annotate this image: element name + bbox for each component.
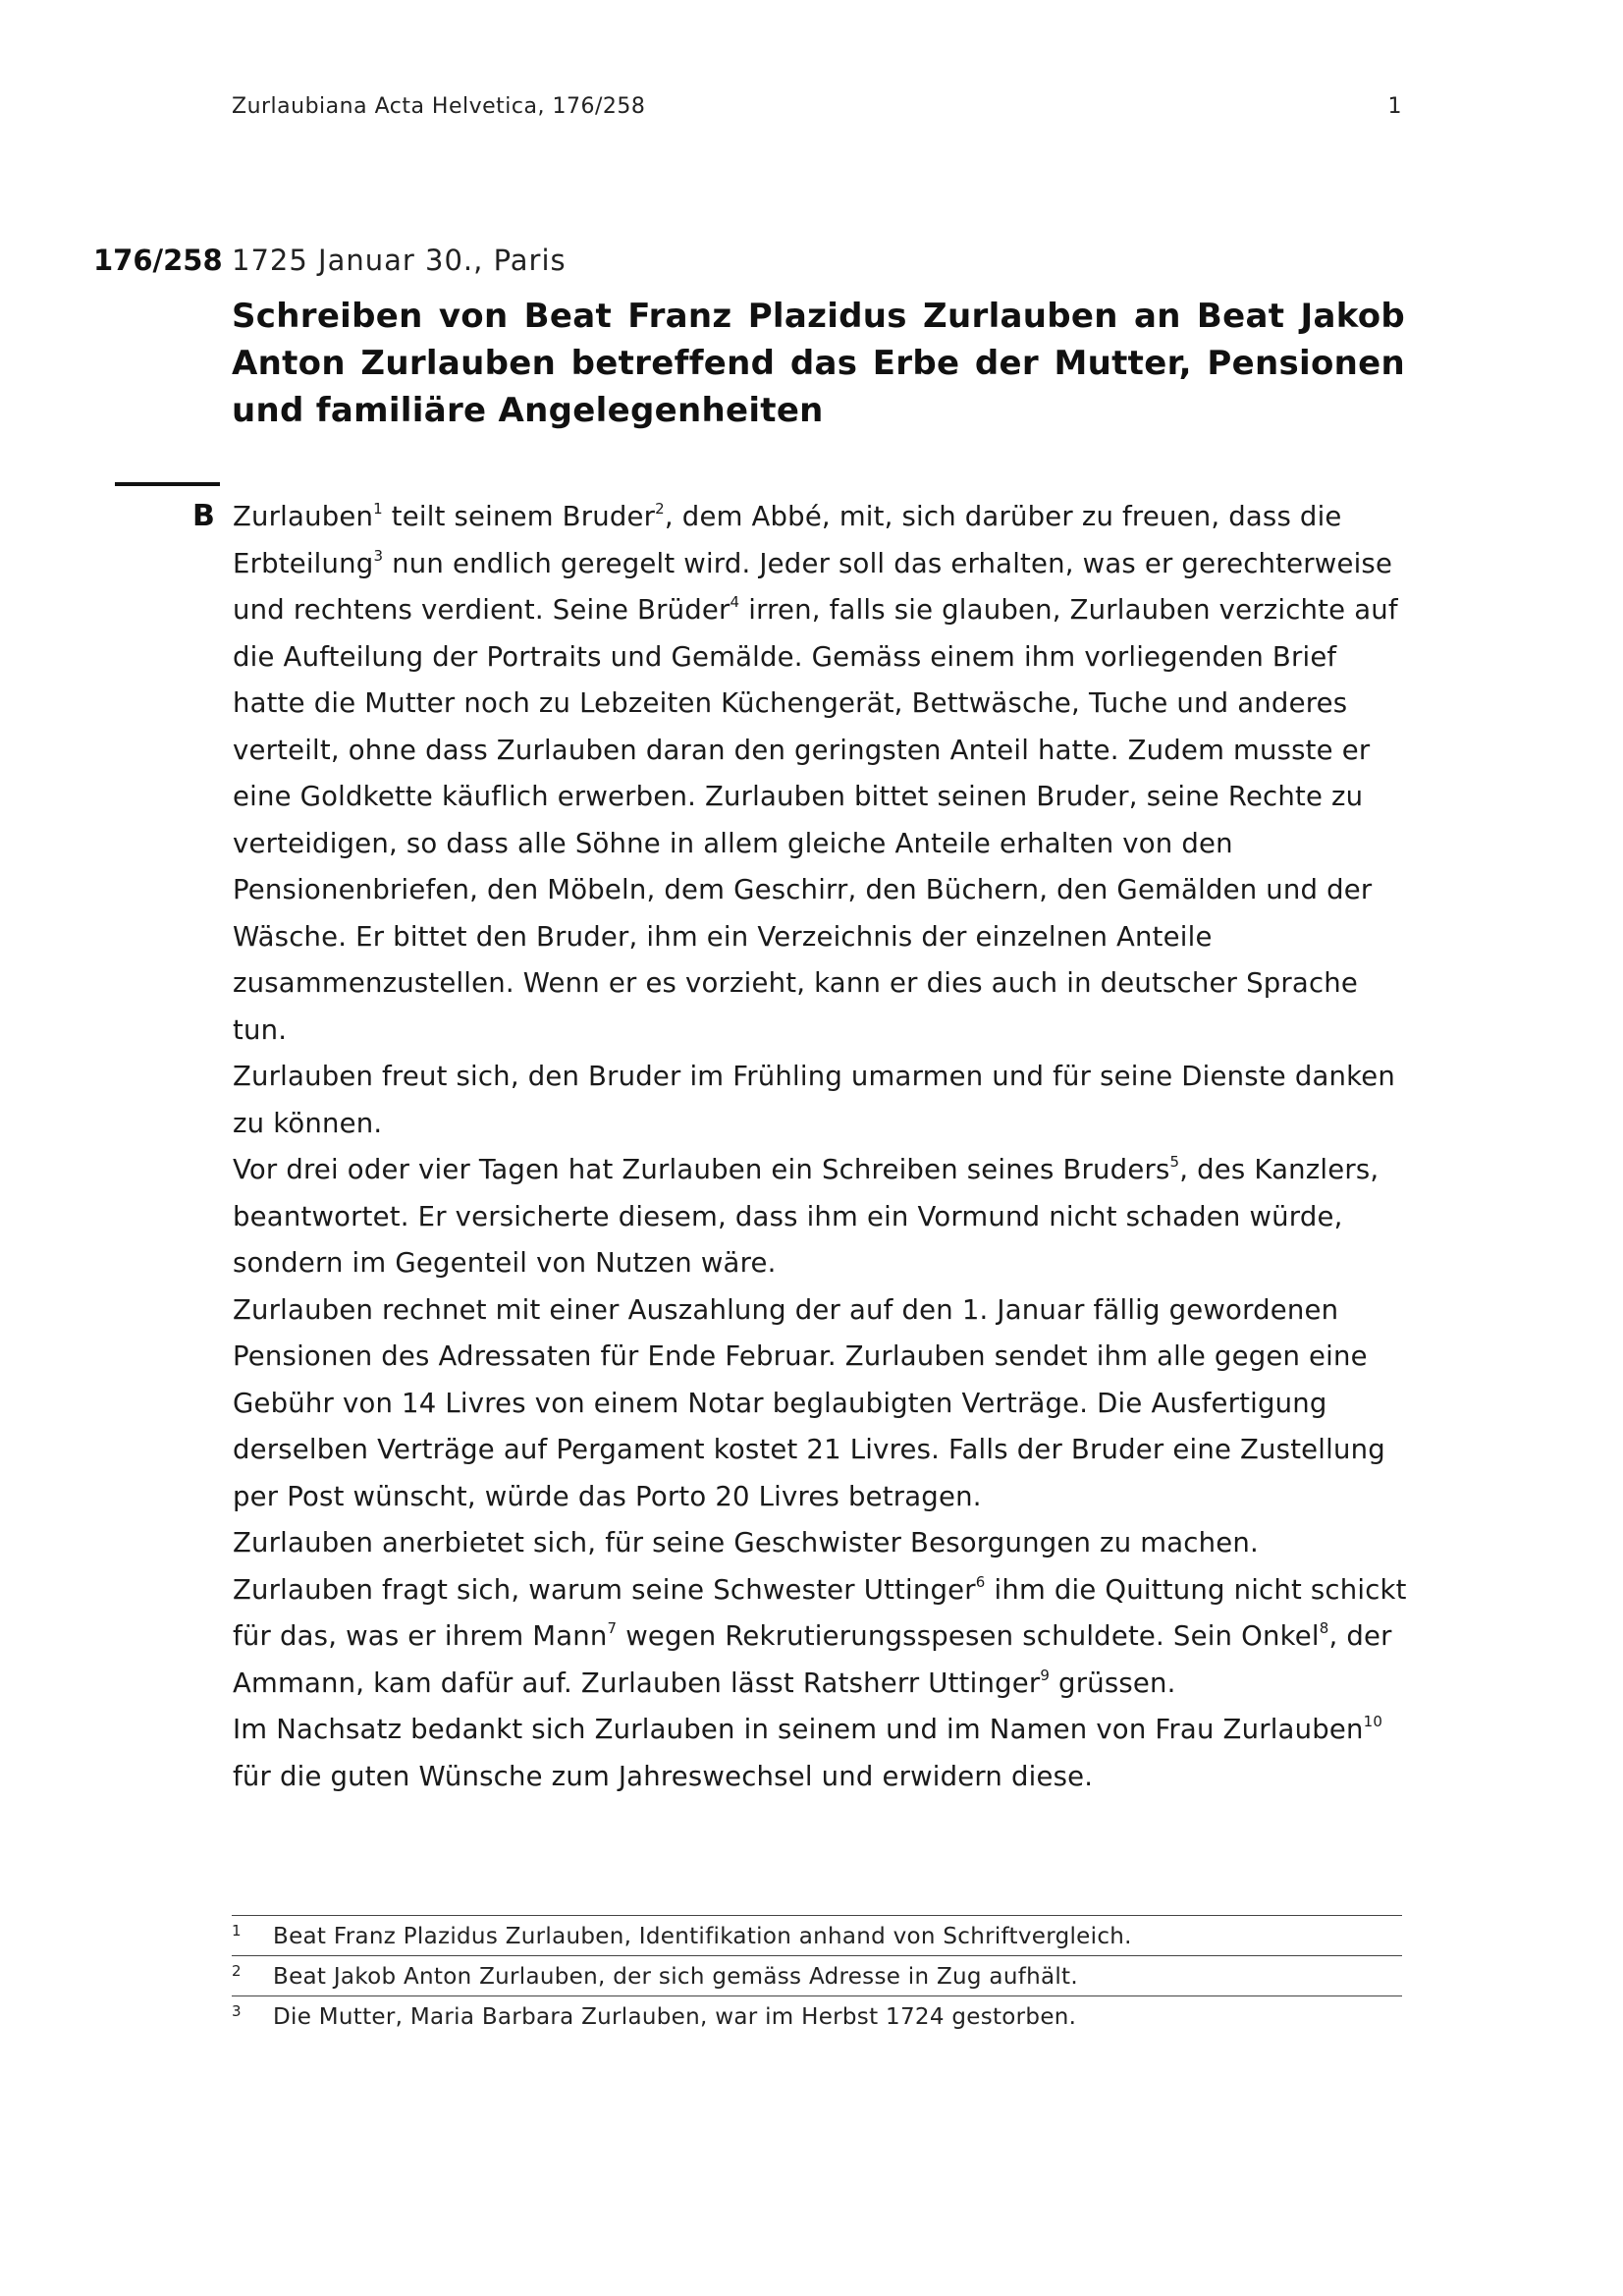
summary-paragraph [233, 1707, 1411, 1800]
footnote-mark: 1 [232, 1922, 242, 1940]
text-run: Zurlauben [233, 501, 374, 532]
footnote-ref[interactable]: 2 [655, 500, 665, 518]
text-run: , dem Abbé, mit, sich darüber zu freuen, dass die Erbteilung [233, 501, 1342, 579]
document-date-place: 1725 Januar 30., Paris [232, 244, 567, 277]
footnote-text: Beat Franz Plazidus Zurlauben, Identifikation anhand von Schriftvergleich. [273, 1924, 1132, 1949]
footnotes [232, 1915, 1402, 2036]
footnote-ref[interactable]: 10 [1363, 1713, 1383, 1730]
margin-letter: B [192, 499, 215, 533]
footnote-ref[interactable]: 7 [607, 1619, 618, 1637]
footnote-mark: 2 [232, 1962, 242, 1980]
document-title: Schreiben von Beat Franz Plazidus Zurlauben an Beat Jakob Anton Zurlauben betreffend das Erbe der Mutter, Pensionen und familiäre Angelegenheiten [232, 297, 1405, 430]
text-run: ihm die Quittung nicht schickt für das, was er ihrem Mann [233, 1573, 1407, 1652]
summary-paragraph [233, 1147, 1411, 1287]
summary-paragraph: Zurlauben rechnet mit einer Auszahlung der auf den 1. Januar fällig gewordenen Pensionen des Adressaten für Ende Februar. Zurlauben sendet ihm alle gegen eine Gebühr von 14 Livres von einem Notar beglaubigten Verträge. Die Ausfertigung derselben Verträge auf Pergament kostet 21 Livres. Falls der Bruder eine Zustellung per Post wünscht, würde das Porto 20 Livres betragen. [233, 1293, 1385, 1512]
footnote-mark: 3 [232, 2002, 242, 2020]
footnote-ref[interactable]: 6 [975, 1572, 986, 1591]
footnote-ref[interactable]: 9 [1040, 1666, 1051, 1684]
footnote-text: Die Mutter, Maria Barbara Zurlauben, war im Herbst 1724 gestorben. [273, 2004, 1077, 2030]
text-run: Im Nachsatz bedankt sich Zurlauben in seinem und im Namen von Frau Zurlauben [233, 1714, 1364, 1745]
summary-paragraph: Zurlauben anerbietet sich, für seine Geschwister Besorgungen zu machen. [233, 1527, 1259, 1558]
running-header [232, 94, 1402, 119]
margin-rule [115, 482, 220, 486]
text-run: Vor drei oder vier Tagen hat Zurlauben ein Schreiben seines Bruders [233, 1154, 1170, 1185]
footnote-ref[interactable]: 3 [373, 546, 384, 565]
summary-paragraph: Zurlauben freut sich, den Bruder im Frühling umarmen und für seine Dienste danken zu können. [233, 1061, 1396, 1139]
document-id: 176/258 [93, 244, 223, 277]
footnote-ref[interactable]: 5 [1169, 1153, 1180, 1171]
footnote [232, 1955, 1402, 1995]
footnote-ref[interactable]: 4 [730, 593, 740, 611]
summary-paragraph [233, 494, 1411, 1054]
footnote-text: Beat Jakob Anton Zurlauben, der sich gemäss Adresse in Zug aufhält. [273, 1964, 1078, 1990]
text-run: Zurlauben fragt sich, warum seine Schwester Uttinger [233, 1573, 976, 1606]
text-run: grüssen. [1050, 1667, 1176, 1699]
summary-text [233, 494, 1411, 1800]
footnote-ref[interactable]: 8 [1319, 1619, 1329, 1637]
text-run: , der Ammann, kam dafür auf. Zurlauben lässt Ratsherr Uttinger [233, 1620, 1392, 1699]
footnote [232, 1995, 1402, 2036]
text-run: teilt seinem Bruder [382, 501, 656, 532]
text-run: irren, falls sie glauben, Zurlauben verzichte auf die Aufteilung der Portraits und Gemälde. Gemäss einem ihm vorliegenden Brief hatte die Mutter noch zu Lebzeiten Küchengerät, Bettwäsche, Tuche und anderes verteilt, ohne dass Zurlauben daran den geringsten Anteil hatte. Zudem musste er eine Goldkette käuflich erwerben. Zurlauben bittet seinen Bruder, seine Rechte zu verteidigen, so dass alle Söhne in allem gleiche Anteile erhalten von den Pensionenbriefen, den Möbeln, dem Geschirr, den Büchern, den Gemälden und der Wäsche. Er bittet den Bruder, ihm ein Verzeichnis der einzelnen Anteile zusammenzustellen. Wenn er es vorzieht, kann er dies auch in deutscher Sprache tun. [233, 594, 1398, 1046]
running-title: Zurlaubiana Acta Helvetica, 176/258 [232, 94, 646, 119]
text-run: nun endlich geregelt wird. Jeder soll das erhalten, was er gerechterweise und rechtens verdient. Seine Brüder [233, 547, 1393, 626]
text-run: für die guten Wünsche zum Jahreswechsel und erwidern diese. [233, 1760, 1094, 1792]
summary-paragraph [233, 1567, 1411, 1708]
footnote [232, 1915, 1402, 1955]
text-run: , des Kanzlers, beantwortet. Er versicherte diesem, dass ihm ein Vormund nicht schaden würde, sondern im Gegenteil von Nutzen wäre. [233, 1154, 1380, 1279]
text-run: wegen Rekrutierungsspesen schuldete. Sein Onkel [617, 1620, 1320, 1652]
page-number: 1 [1387, 94, 1402, 119]
footnote-ref[interactable]: 1 [373, 500, 383, 518]
